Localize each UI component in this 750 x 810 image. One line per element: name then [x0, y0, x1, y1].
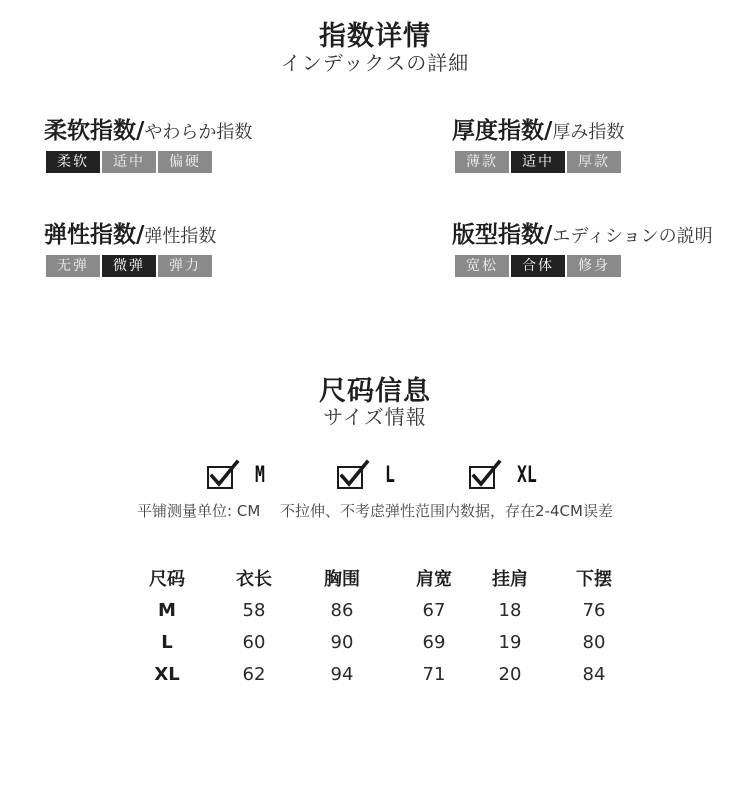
fit-index-heading — [452, 216, 713, 249]
softness-option: 柔软 — [46, 151, 100, 173]
index-subtitle: インデックスの詳細 — [280, 51, 470, 75]
checkbox-checked-icon — [207, 465, 233, 487]
size-label: XL — [517, 463, 537, 488]
softness-option: 适中 — [102, 151, 156, 173]
fit-title-cn: 版型指数/ — [452, 222, 553, 248]
size-label: L — [385, 463, 395, 488]
header-chest: 胸围 — [324, 569, 360, 590]
cell-shoulder: 71 — [422, 663, 446, 685]
checkbox-checked-icon — [469, 465, 495, 487]
cell-chest: 90 — [330, 631, 354, 653]
row-size: M — [158, 599, 176, 621]
cell-length: 60 — [242, 631, 266, 653]
header-hem: 下摆 — [576, 569, 612, 590]
thickness-option: 厚款 — [567, 151, 621, 173]
size-option-l — [337, 463, 398, 488]
softness-index-heading — [44, 112, 252, 145]
size-option-m — [207, 463, 268, 488]
size-title: 尺码信息 — [319, 376, 431, 407]
thickness-option: 适中 — [511, 151, 565, 173]
elasticity-option: 微弹 — [102, 255, 156, 277]
size-subtitle: サイズ情報 — [323, 405, 427, 429]
cell-armhole: 18 — [498, 599, 522, 621]
thickness-title-jp: 厚み指数 — [552, 122, 625, 143]
cell-length: 62 — [242, 663, 266, 685]
softness-scale — [46, 151, 212, 173]
thickness-index-heading — [452, 112, 624, 145]
size-option-xl — [469, 463, 544, 488]
header-armhole: 挂肩 — [492, 569, 528, 590]
elasticity-title-jp: 弹性指数 — [144, 226, 217, 247]
elasticity-index-heading — [44, 216, 216, 249]
cell-armhole: 20 — [498, 663, 522, 685]
size-label: M — [255, 463, 265, 488]
thickness-title-cn: 厚度指数/ — [452, 118, 553, 144]
cell-shoulder: 69 — [422, 631, 446, 653]
cell-chest: 86 — [330, 599, 354, 621]
elasticity-option: 无弹 — [46, 255, 100, 277]
table-row — [126, 658, 652, 690]
table-row — [126, 626, 652, 658]
fit-scale — [455, 255, 621, 277]
elasticity-title-cn: 弹性指数/ — [44, 222, 145, 248]
fit-option: 合体 — [511, 255, 565, 277]
fit-option: 宽松 — [455, 255, 509, 277]
row-size: L — [161, 631, 173, 653]
header-size: 尺码 — [149, 569, 185, 590]
thickness-scale — [455, 151, 621, 173]
fit-title-jp: エディションの説明 — [552, 226, 713, 247]
fit-option: 修身 — [567, 255, 621, 277]
cell-length: 58 — [242, 599, 266, 621]
softness-title-jp: やわらか指数 — [144, 122, 253, 143]
index-title: 指数详情 — [319, 21, 431, 52]
cell-chest: 94 — [330, 663, 354, 685]
cell-hem: 84 — [582, 663, 606, 685]
row-size: XL — [154, 663, 180, 685]
checkbox-checked-icon — [337, 465, 363, 487]
elasticity-option: 弹力 — [158, 255, 212, 277]
softness-option: 偏硬 — [158, 151, 212, 173]
table-header-row — [126, 562, 652, 594]
header-shoulder: 肩宽 — [416, 569, 452, 590]
cell-hem: 80 — [582, 631, 606, 653]
thickness-option: 薄款 — [455, 151, 509, 173]
softness-title-cn: 柔软指数/ — [44, 118, 145, 144]
header-length: 衣长 — [236, 569, 272, 590]
elasticity-scale — [46, 255, 212, 277]
size-table — [126, 562, 652, 690]
cell-shoulder: 67 — [422, 599, 446, 621]
table-row — [126, 594, 652, 626]
cell-armhole: 19 — [498, 631, 522, 653]
measurement-note: 平铺测量单位: CM 不拉伸、不考虑弹性范围内数据，存在2-4CM误差 — [137, 502, 613, 520]
cell-hem: 76 — [582, 599, 606, 621]
